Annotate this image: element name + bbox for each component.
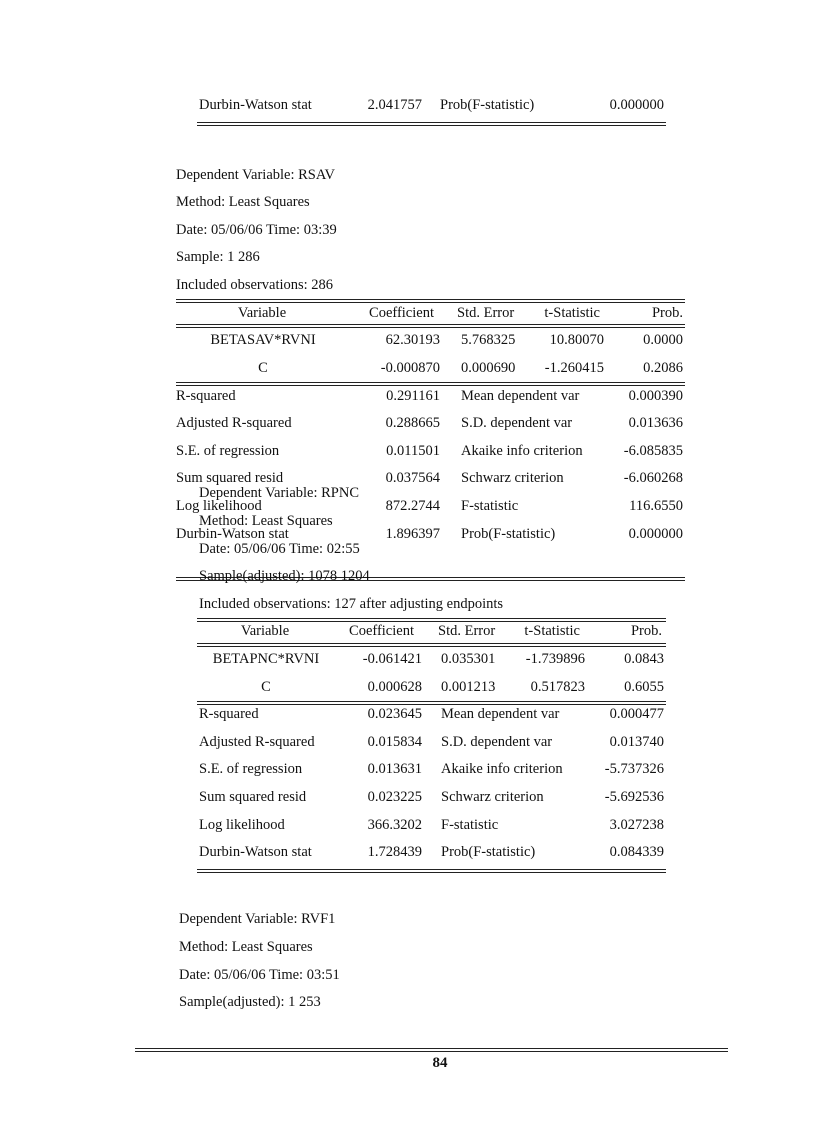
prob-cell: 0.0843 [624, 651, 664, 667]
stat-value: 0.023225 [367, 789, 422, 805]
stat-label: F-statistic [441, 817, 499, 833]
column-header: Prob. [651, 305, 683, 321]
t-stat-cell: -1.739896 [525, 651, 585, 667]
stat-value: -5.737326 [604, 761, 664, 777]
stat-label: Prob(F-statistic) [441, 844, 536, 860]
header-line: Sample(adjusted): 1078 1204 [199, 568, 370, 584]
stat-label: S.E. of regression [176, 443, 280, 459]
column-header: Variable [240, 623, 290, 639]
coefficient-cell: 0.000628 [367, 679, 422, 695]
std-error-cell: 5.768325 [461, 332, 516, 348]
stat-value: 0.291161 [386, 388, 440, 404]
stat-value: 0.084339 [609, 844, 664, 860]
stat-value: 0.000000 [609, 97, 664, 113]
stat-label: Durbin-Watson stat [176, 526, 289, 542]
stat-label: Log likelihood [199, 817, 285, 833]
variable-cell: BETASAV*RVNI [210, 332, 316, 348]
stat-label: Prob(F-statistic) [440, 97, 535, 113]
stat-value: 872.2744 [385, 498, 440, 514]
table-bottom-rule [197, 122, 666, 126]
header-line: Sample: 1 286 [176, 249, 260, 265]
column-header: Variable [237, 305, 287, 321]
stat-value: -6.085835 [623, 443, 683, 459]
header-line: Dependent Variable: RSAV [176, 167, 335, 183]
column-header: Std. Error [438, 623, 496, 639]
stat-label: R-squared [176, 388, 236, 404]
stat-label: Adjusted R-squared [199, 734, 315, 750]
stat-label: Schwarz criterion [461, 470, 564, 486]
table-header-rule [176, 324, 685, 328]
prob-cell: 0.6055 [624, 679, 664, 695]
stat-label: Prob(F-statistic) [461, 526, 556, 542]
stat-value: 0.013631 [367, 761, 422, 777]
std-error-cell: 0.000690 [461, 360, 516, 376]
column-header: Prob. [630, 623, 662, 639]
header-line: Date: 05/06/06 Time: 03:39 [176, 222, 337, 238]
header-line: Sample(adjusted): 1 253 [179, 994, 321, 1010]
stat-value: 0.000390 [628, 388, 683, 404]
t-stat-cell: 10.80070 [549, 332, 604, 348]
coefficient-cell: -0.000870 [380, 360, 440, 376]
table-bottom-rule [197, 869, 666, 873]
footer-rule [135, 1048, 728, 1052]
header-line: Method: Least Squares [176, 194, 310, 210]
stat-value: 0.288665 [385, 415, 440, 431]
t-stat-cell: 0.517823 [530, 679, 585, 695]
stat-value: 0.037564 [385, 470, 440, 486]
stat-label: Schwarz criterion [441, 789, 544, 805]
variable-cell: BETAPNC*RVNI [212, 651, 320, 667]
stat-value: 3.027238 [609, 817, 664, 833]
header-line: Included observations: 127 after adjusting endpoints [199, 596, 504, 612]
header-line: Included observations: 286 [176, 277, 334, 293]
variable-cell: C [261, 679, 271, 695]
header-line: Method: Least Squares [179, 939, 313, 955]
stat-value: 0.011501 [386, 443, 440, 459]
header-line: Date: 05/06/06 Time: 03:51 [179, 967, 340, 983]
stat-label: F-statistic [461, 498, 519, 514]
stat-label: S.E. of regression [199, 761, 303, 777]
stat-value: 2.041757 [367, 97, 422, 113]
header-line: Date: 05/06/06 Time: 02:55 [199, 541, 360, 557]
stat-label: R-squared [199, 706, 259, 722]
column-header: Coefficient [369, 305, 434, 321]
stat-label: S.D. dependent var [441, 734, 553, 750]
stat-value: 1.728439 [367, 844, 422, 860]
table-mid-rule [176, 382, 685, 386]
stat-label: Mean dependent var [461, 388, 580, 404]
stat-value: -5.692536 [604, 789, 664, 805]
stat-value: -6.060268 [623, 470, 683, 486]
stat-value: 366.3202 [367, 817, 422, 833]
prob-cell: 0.2086 [643, 360, 683, 376]
stat-label: Durbin-Watson stat [199, 97, 312, 113]
stat-label: Log likelihood [176, 498, 262, 514]
stat-label: Adjusted R-squared [176, 415, 292, 431]
column-header: t-Statistic [544, 305, 600, 321]
header-line: Dependent Variable: RPNC [199, 485, 360, 501]
header-line: Dependent Variable: RVF1 [179, 911, 336, 927]
stat-value: 0.013636 [628, 415, 683, 431]
column-header: Coefficient [349, 623, 414, 639]
stat-value: 1.896397 [385, 526, 440, 542]
coefficient-cell: 62.30193 [385, 332, 440, 348]
column-header: Std. Error [457, 305, 515, 321]
coefficient-cell: -0.061421 [362, 651, 422, 667]
std-error-cell: 0.001213 [441, 679, 496, 695]
stat-label: Sum squared resid [199, 789, 307, 805]
page-number: 84 [432, 1055, 448, 1071]
stat-value: 0.000477 [609, 706, 664, 722]
stat-value: 0.000000 [628, 526, 683, 542]
header-line: Method: Least Squares [199, 513, 333, 529]
stat-label: Akaike info criterion [441, 761, 563, 777]
stat-value: 0.015834 [367, 734, 422, 750]
stat-label: Sum squared resid [176, 470, 284, 486]
variable-cell: C [258, 360, 268, 376]
t-stat-cell: -1.260415 [544, 360, 604, 376]
std-error-cell: 0.035301 [441, 651, 496, 667]
table-top-rule [176, 299, 685, 303]
stat-label: Durbin-Watson stat [199, 844, 312, 860]
stat-label: S.D. dependent var [461, 415, 573, 431]
table-header-rule [197, 643, 666, 647]
stat-value: 0.013740 [609, 734, 664, 750]
stat-value: 0.023645 [367, 706, 422, 722]
stat-label: Mean dependent var [441, 706, 560, 722]
prob-cell: 0.0000 [643, 332, 683, 348]
stat-label: Akaike info criterion [461, 443, 583, 459]
stat-value: 116.6550 [629, 498, 683, 514]
column-header: t-Statistic [524, 623, 580, 639]
